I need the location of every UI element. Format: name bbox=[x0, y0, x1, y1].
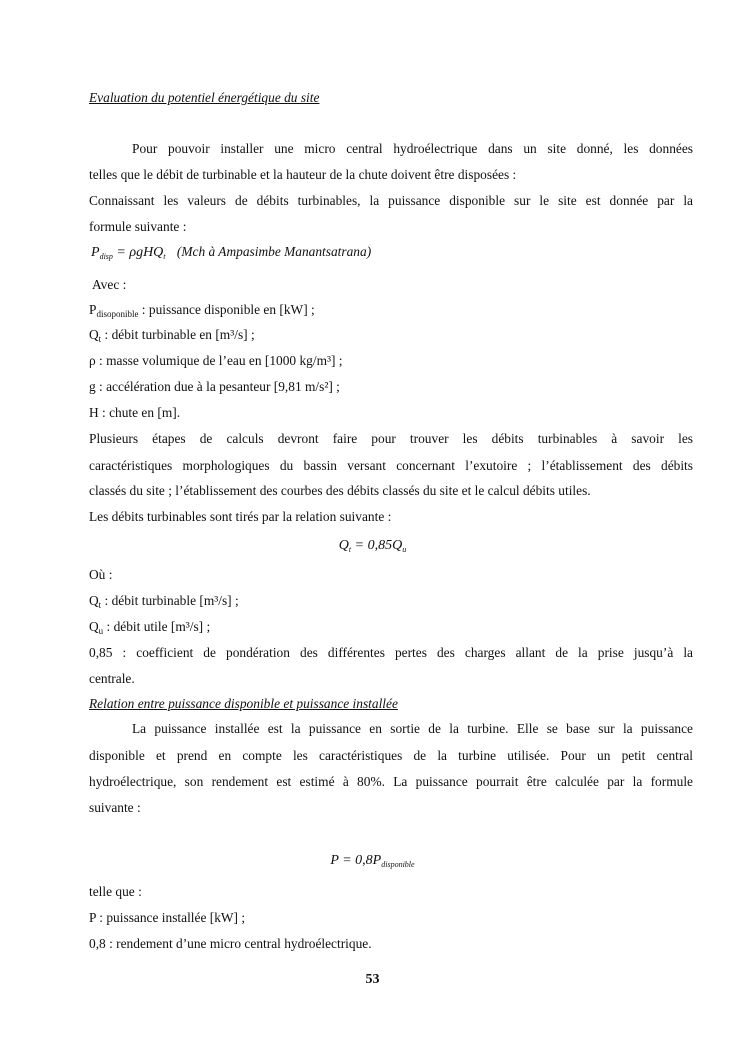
avec-label: Avec : bbox=[92, 277, 127, 292]
def-text: : débit turbinable en [m³/s] ; bbox=[101, 327, 255, 342]
def-text: : débit utile [m³/s] ; bbox=[103, 619, 211, 634]
equation-puissance-installee bbox=[0, 851, 745, 874]
eq-subscript: disponible bbox=[381, 860, 415, 869]
ou-label: Où : bbox=[89, 567, 113, 582]
def-symbol: P bbox=[89, 302, 97, 317]
eq-subscript: disp bbox=[99, 252, 113, 261]
section-heading-relation: Relation entre puissance disponible et puissance installée bbox=[89, 696, 398, 711]
eq-subscript: t bbox=[348, 545, 352, 554]
definition-coefficient-cont: centrale. bbox=[89, 671, 135, 686]
def-subscript: u bbox=[98, 626, 104, 636]
paragraph-line: La puissance installée est la puissance en sortie de la turbine. Elle se base sur la puissance bbox=[132, 721, 693, 736]
paragraph-line: Plusieurs étapes de calculs devront faire pour trouver les débits turbinables à savoir les bbox=[89, 431, 693, 446]
eq-subscript: t bbox=[163, 252, 166, 261]
section-heading-potentiel: Evaluation du potentiel énergétique du site bbox=[89, 90, 320, 105]
def-symbol: Q bbox=[89, 593, 99, 608]
page-number: 53 bbox=[365, 972, 380, 987]
paragraph-line: classés du site ; l’établissement des courbes des débits classés du site et le calcul débits utiles. bbox=[89, 483, 591, 498]
paragraph-line: Les débits turbinables sont tirés par la relation suivante : bbox=[89, 509, 392, 524]
equation-puissance-disponible bbox=[91, 243, 695, 266]
def-symbol: Q bbox=[89, 619, 99, 634]
paragraph-line: suivante : bbox=[89, 800, 141, 815]
definition-rendement: 0,8 : rendement d’une micro central hydroélectrique. bbox=[89, 936, 372, 951]
equation-debit-turbinable bbox=[0, 536, 745, 559]
paragraph-line: telles que le débit de turbinable et la hauteur de la chute doivent être disposées : bbox=[89, 167, 517, 182]
definition-coefficient: 0,85 : coefficient de pondération des différentes pertes des charges allant de la prise jusqu’à la bbox=[89, 645, 693, 660]
def-symbol: Q bbox=[89, 327, 99, 342]
eq-subscript: u bbox=[402, 545, 407, 554]
eq-rhs: = 0,85Q bbox=[351, 538, 403, 553]
def-subscript: disoponible bbox=[96, 309, 139, 319]
equation-source: (Mch à Ampasimbe Manantsatrana) bbox=[176, 244, 372, 259]
def-subscript: t bbox=[98, 600, 102, 610]
definition-qu bbox=[89, 618, 693, 640]
definition-rho: ρ : masse volumique de l’eau en [1000 kg/m³] ; bbox=[89, 353, 343, 368]
paragraph-line: caractéristiques morphologiques du bassin versant concernant l’exutoire ; l’établissement des débits bbox=[89, 458, 693, 473]
eq-symbol: P bbox=[91, 245, 100, 260]
definition-p-installee: P : puissance installée [kW] ; bbox=[89, 910, 246, 925]
def-text: : puissance disponible en [kW] ; bbox=[138, 302, 315, 317]
paragraph-line: Pour pouvoir installer une micro central hydroélectrique dans un site donné, les données bbox=[132, 141, 693, 156]
paragraph-line: Connaissant les valeurs de débits turbinables, la puissance disponible sur le site est donnée par la bbox=[89, 193, 693, 208]
paragraph-line: disponible et prend en compte les caractéristiques de la turbine utilisée. Pour un petit central bbox=[89, 748, 693, 763]
eq-expression: P = 0,8P bbox=[330, 853, 382, 868]
telle-que-label: telle que : bbox=[89, 884, 142, 899]
paragraph-line: formule suivante : bbox=[89, 219, 187, 234]
definition-g: g : accélération due à la pesanteur [9,81 m/s²] ; bbox=[89, 379, 340, 394]
definition-qt bbox=[89, 326, 693, 348]
definition-qt-2 bbox=[89, 592, 693, 614]
paragraph-line: hydroélectrique, son rendement est estimé à 80%. La puissance pourrait être calculée par la formule bbox=[89, 774, 693, 789]
eq-symbol: Q bbox=[338, 538, 349, 553]
def-text: : débit turbinable [m³/s] ; bbox=[101, 593, 239, 608]
definition-p-disponible bbox=[89, 301, 693, 323]
eq-rhs: = ρgHQ bbox=[112, 245, 164, 260]
def-subscript: t bbox=[98, 334, 102, 344]
definition-h: H : chute en [m]. bbox=[89, 405, 181, 420]
